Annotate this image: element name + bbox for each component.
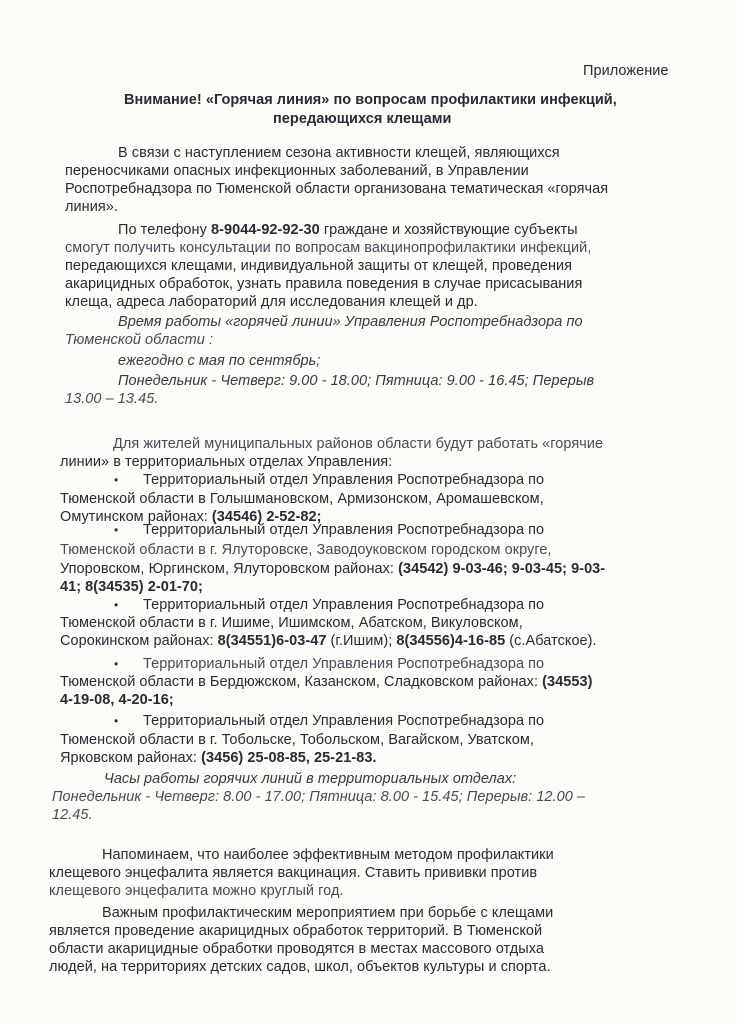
intro-line-2: переносчиками опасных инфекционных заболеваний, в Управлении <box>65 163 529 179</box>
hours-line-1: Время работы «горячей линии» Управления Роспотребнадзора по <box>118 314 583 330</box>
dept-1-phone: (34546) 2-52-82; <box>211 509 322 525</box>
dept-2-line-2: Тюменской области в г. Ялуторовске, Заводоуковском городском округе, <box>60 542 552 558</box>
reminder-line-2: клещевого энцефалита является вакцинация. Ставить прививки против <box>49 865 538 881</box>
dept-3-phone-abatskoe: 8(34556)4-16-85 <box>396 633 506 649</box>
dept-3-line-2: Тюменской области в г. Ишиме, Ишимском, Абатском, Викуловском, <box>60 615 523 631</box>
reminder-line-1: Напоминаем, что наиболее эффективным методом профилактики <box>102 847 554 863</box>
bullet-4: • <box>114 657 119 671</box>
dept-3-districts: Сорокинском районах: <box>60 633 218 649</box>
hours-line-5: 13.00 – 13.45. <box>65 391 159 407</box>
dept-2-line-1: Территориальный отдел Управления Роспотребнадзора по <box>143 522 545 538</box>
phone-line-2: смогут получить консультации по вопросам вакцинопрофилактики инфекций, <box>65 240 592 256</box>
dept-2-line-3 <box>60 560 605 578</box>
reminder-line-3: клещевого энцефалита можно круглый год. <box>49 883 344 899</box>
intro-line-1: В связи с наступлением сезона активности клещей, являющихся <box>118 145 560 161</box>
measures-line-4: людей, на территориях детских садов, школ, объектов культуры и спорта. <box>49 959 551 975</box>
bullet-1: • <box>114 473 119 487</box>
dept-3-line-1: Территориальный отдел Управления Роспотребнадзора по <box>143 597 545 613</box>
regional-line-1: Для жителей муниципальных районов области будут работать «горячие <box>113 436 604 452</box>
phone-line-1 <box>118 221 578 239</box>
dept-5-districts: Ярковском районах: <box>60 750 202 766</box>
dept-1-districts: Омутинском районах: <box>60 509 212 525</box>
dept-4-districts: Тюменской области в Бердюжском, Казанском, Сладковском районах: <box>60 674 543 690</box>
dept-3-line-3 <box>60 632 597 650</box>
dept-1-line-2: Тюменской области в Голышмановском, Армизонском, Аромашевском, <box>60 491 544 507</box>
bullet-5: • <box>114 714 119 728</box>
measures-line-3: области акарицидные обработки проводятся в местах массового отдыха <box>49 941 544 957</box>
title-line-2: передающихся клещами <box>273 111 452 127</box>
dept-4-line-2 <box>60 673 592 691</box>
dept-2-line-4: 41; 8(34535) 2-01-70; <box>60 579 203 595</box>
dept-3-abatskoe-label: (с.Абатское). <box>505 633 597 649</box>
regional-line-2: линии» в территориальных отделах Управления: <box>60 454 393 470</box>
dept-4-phone-code: (34553) <box>542 674 593 690</box>
dept-1-line-1: Территориальный отдел Управления Роспотребнадзора по <box>143 472 545 488</box>
measures-line-1: Важным профилактическим мероприятием при борьбе с клещами <box>102 905 554 921</box>
dept-hours-line-2: Понедельник - Четверг: 8.00 - 17.00; Пятница: 8.00 - 15.45; Перерыв: 12.00 – <box>52 789 586 805</box>
measures-line-2: является проведение акарицидных обработок территорий. В Тюменской <box>49 923 543 939</box>
dept-hours-line-3: 12.45. <box>52 807 93 823</box>
title-line-1: Внимание! «Горячая линия» по вопросам профилактики инфекций, <box>124 92 617 108</box>
dept-4-line-3: 4-19-08, 4-20-16; <box>60 692 174 708</box>
intro-line-3: Роспотребнадзора по Тюменской области организована тематическая «горячая <box>65 181 609 197</box>
bullet-2: • <box>114 523 119 537</box>
phone-intro-text: По телефону <box>118 222 211 238</box>
dept-5-line-3 <box>60 749 377 767</box>
dept-2-districts: Упоровском, Юргинском, Ялуторовском районах: <box>60 561 399 577</box>
hours-line-4: Понедельник - Четверг: 9.00 - 18.00; Пятница: 9.00 - 16.45; Перерыв <box>118 373 595 389</box>
dept-hours-line-1: Часы работы горячих линий в территориальных отделах: <box>104 771 517 787</box>
bullet-3: • <box>114 598 119 612</box>
phone-line-3: передающихся клещами, индивидуальной защиты от клещей, проведения <box>65 258 573 274</box>
hours-line-3: ежегодно с мая по сентябрь; <box>118 353 321 369</box>
dept-4-line-1: Территориальный отдел Управления Роспотребнадзора по <box>143 656 545 672</box>
intro-line-4: линия». <box>65 199 118 215</box>
phone-line-4: акарицидных обработок, узнать правила поведения в случае присасывания <box>65 276 583 292</box>
phone-tail-text: граждане и хозяйствующие субъекты <box>319 222 578 238</box>
hours-line-2: Тюменской области : <box>65 332 214 348</box>
dept-5-line-1: Территориальный отдел Управления Роспотребнадзора по <box>143 713 545 729</box>
hotline-phone: 8-9044-92-92-30 <box>210 222 320 238</box>
dept-3-ishim-label: (г.Ишим); <box>326 633 397 649</box>
dept-3-phone-ishim: 8(34551)6-03-47 <box>217 633 327 649</box>
dept-5-phone: (3456) 25-08-85, 25-21-83. <box>201 750 377 766</box>
appendix-label: Приложение <box>583 63 669 79</box>
dept-2-phone: (34542) 9-03-46; 9-03-45; 9-03- <box>398 561 606 577</box>
phone-line-5: клеща, адреса лабораторий для исследования клещей и др. <box>65 294 478 310</box>
dept-5-line-2: Тюменской области в г. Тобольске, Тобольском, Вагайском, Уватском, <box>60 732 534 748</box>
